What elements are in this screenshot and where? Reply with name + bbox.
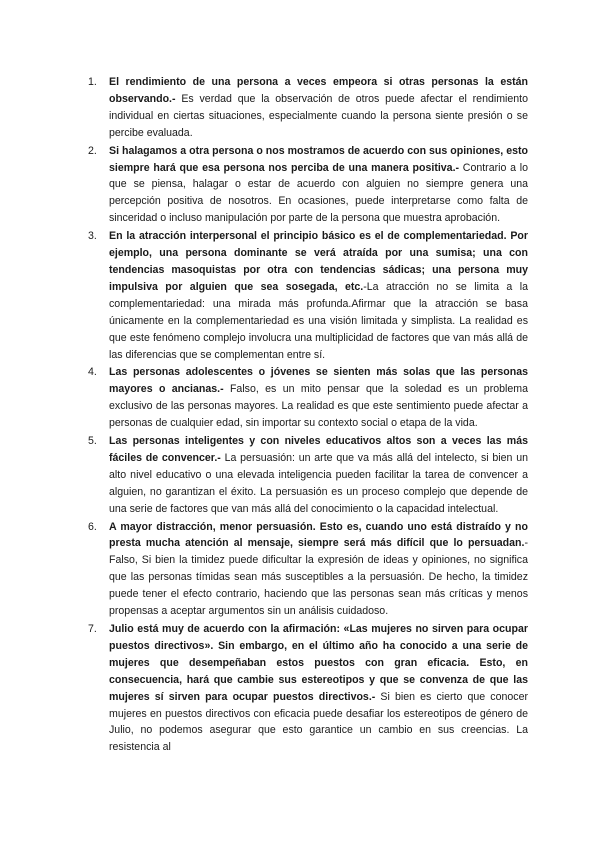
item-answer: Contrario a lo que se piensa, halagar o estar de acuerdo con alguien no siempre genera una percepción positiva de nosotros. En ocasiones, puede interpretarse como falta de sinceridad o incluso manipulación por parte de la persona que muestra aprobación. [109, 161, 528, 225]
item-question: Julio está muy de acuerdo con la afirmación: «Las mujeres no sirven para ocupar puestos directivos». Sin embargo, en el último año ha conocido a una serie de mujeres que desempeñaban estos puestos con gran eficacia. Esto, en consecuencia, hará que cambie sus estereotipos y que se convenza de que las mujeres sí sirven para ocupar puestos directivos.- [109, 623, 528, 703]
item-number: 2. [88, 144, 97, 157]
list-item [88, 621, 528, 756]
item-answer: La persuasión: un arte que va más allá del intelecto, si bien un alto nivel educativo o una elevada inteligencia pueden facilitar la tarea de convencer a alguien, no garantizan el éxito. La persuasión es un proceso complejo que depende de una serie de factores que van más allá del conocimiento o la capacidad intelectual. [109, 451, 528, 515]
list-item [88, 74, 528, 142]
item-number: 1. [88, 76, 97, 88]
item-question: A mayor distracción, menor persuasión. Esto es, cuando uno está distraído y no presta mucha atención al mensaje, siempre será más difícil que lo persuadan. [109, 520, 528, 550]
item-number: 6. [88, 520, 97, 533]
item-number: 5. [88, 435, 97, 448]
item-number: 7. [88, 623, 97, 635]
list-item [88, 433, 528, 518]
list-item [88, 143, 528, 228]
item-question: Si halagamos a otra persona o nos mostramos de acuerdo con sus opiniones, esto siempre hará que esa persona nos perciba de una manera positiva.- [109, 144, 528, 174]
item-number: 3. [88, 230, 97, 243]
item-number: 4. [88, 366, 97, 379]
item-answer: -Falso, Si bien la timidez puede dificultar la expresión de ideas y opiniones, no significa que las personas tímidas sean más susceptibles a la persuasión. De hecho, la timidez puede tener el efecto contrario, haciendo que las personas sean más críticas y menos propensas a aceptar argumentos sin un análisis cuidadoso. [109, 537, 528, 618]
list-item [88, 364, 528, 432]
item-question: El rendimiento de una persona a veces empeora si otras personas la están observando.- [109, 76, 528, 105]
item-answer: Si bien es cierto que conocer mujeres en puestos directivos con eficacia puede desafiar los estereotipos de género de Julio, no podemos asegurar que esto garantice un cambio en sus creencias. La resistencia al [109, 690, 528, 754]
item-answer: Es verdad que la observación de otros puede afectar el rendimiento individual en ciertas situaciones, especialmente cuando la persona siente presión o se percibe evaluada. [109, 92, 528, 139]
item-answer: -La atracción no se limita a la complementariedad: una mirada más profunda.Afirmar que la atracción se basa únicamente en la complementariedad es una visión limitada y simplista. La realidad es que este fenómeno complejo involucra una multiplicidad de factores que van más allá de las diferencias que se complementan entre sí. [109, 280, 528, 361]
item-answer: Falso, es un mito pensar que la soledad es un problema exclusivo de las personas mayores. La realidad es que este sentimiento puede afectar a personas de cualquier edad, sin importar su contexto social o etapa de la vida. [109, 383, 528, 430]
item-question: Las personas adolescentes o jóvenes se sienten más solas que las personas mayores o ancianas.- [109, 366, 528, 396]
list-item [88, 228, 528, 363]
item-question: En la atracción interpersonal el principio básico es el de complementariedad. Por ejemplo, una persona dominante se verá atraída por una sumisa; una con tendencias masoquistas por otra con tendencias sádicas; una persona muy impulsiva por alguien que sea sosegada, etc. [109, 230, 528, 293]
list-item [88, 519, 528, 620]
numbered-list [88, 74, 528, 757]
item-question: Las personas inteligentes y con niveles educativos altos son a veces las más fáciles de convencer.- [109, 435, 528, 464]
